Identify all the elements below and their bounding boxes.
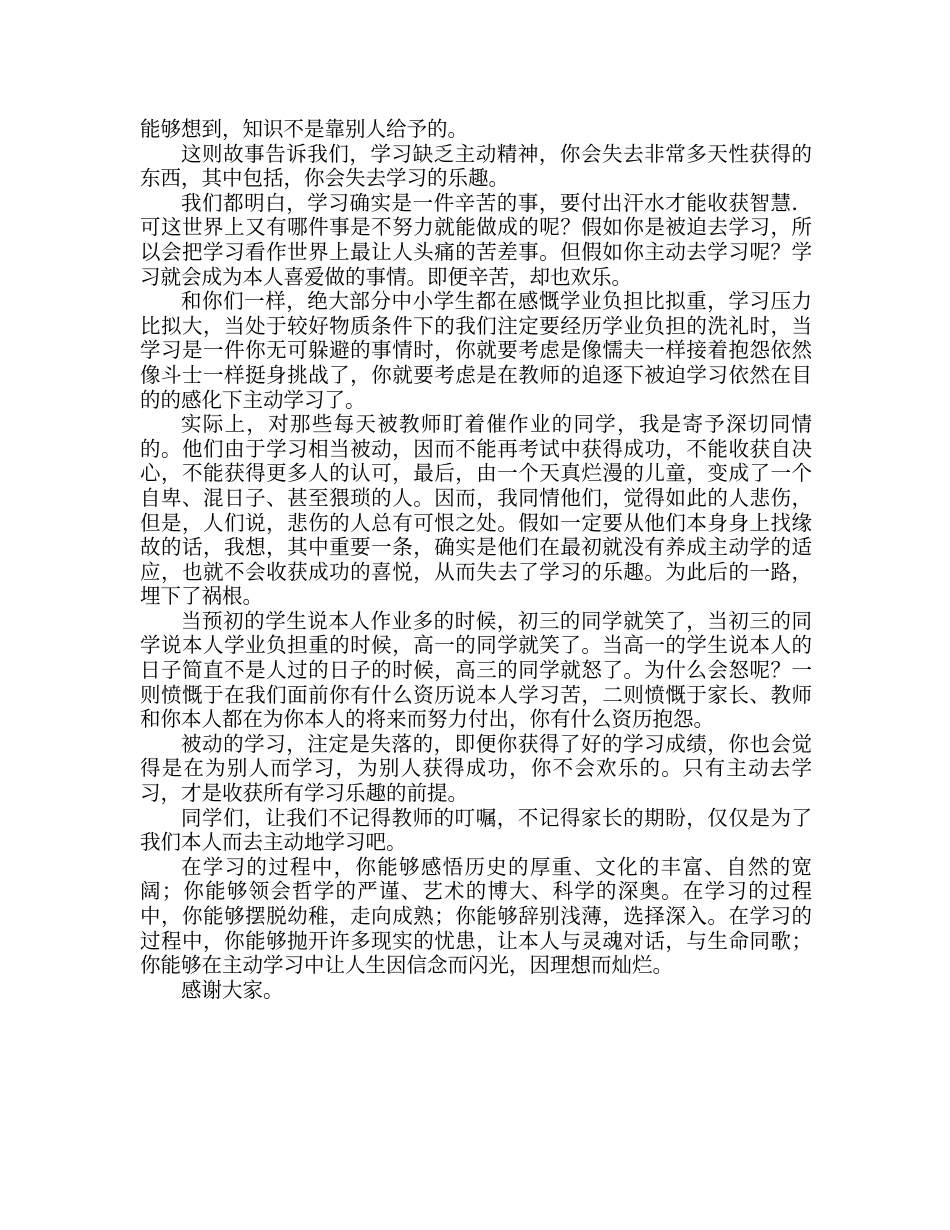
document-body bbox=[140, 117, 812, 1002]
paragraph-3: 我们都明白，学习确实是一件辛苦的事，要付出汗水才能收获智慧．可这世界上又有哪件事是不努力就能做成的呢？假如你是被迫去学习，所以会把学习看作世界上最让人头痛的苦差事。但假如你主动去学习呢？学习就会成为本人喜爱做的事情。即便辛苦，却也欢乐。 bbox=[140, 190, 812, 289]
paragraph-1: 能够想到，知识不是靠别人给予的。 bbox=[140, 117, 468, 141]
paragraph-closing: 感谢大家。 bbox=[181, 977, 284, 1002]
paragraph-8: 同学们，让我们不记得教师的叮嘱，不记得家长的期盼，仅仅是为了我们本人而去主动地学习吧。 bbox=[140, 805, 812, 855]
paragraph-5: 实际上，对那些每天被教师盯着催作业的同学，我是寄予深切同情的。他们由于学习相当被动，因而不能再考试中获得成功，不能收获自决心，不能获得更多人的认可，最后，由一个天真烂漫的儿童，变成了一个自卑、混日子、甚至猥琐的人。因而，我同情他们，觉得如此的人悲伤，但是，人们说，悲伤的人总有可恨之处。假如一定要从他们本身身上找缘故的话，我想，其中重要一条，确实是他们在最初就没有养成主动学的适应，也就不会收获成功的喜悦，从而失去了学习的乐趣。为此后的一路，埋下了祸根。 bbox=[140, 412, 812, 609]
paragraph-4: 和你们一样，绝大部分中小学生都在感慨学业负担比拟重，学习压力比拟大，当处于较好物质条件下的我们注定要经历学业负担的洗礼时，当学习是一件你无可躲避的事情时，你就要考虑是像懦夫一样接着抱怨依然像斗士一样挺身挑战了，你就要考虑是在教师的追逐下被迫学习依然在目的的感化下主动学习了。 bbox=[140, 289, 812, 412]
paragraph-9: 在学习的过程中，你能够感悟历史的厚重、文化的丰富、自然的宽阔；你能够领会哲学的严谨、艺术的博大、科学的深奥。在学习的过程中，你能够摆脱幼稚，走向成熟；你能够辞别浅薄，选择深入。在学习的过程中，你能够抛开许多现实的忧患，让本人与灵魂对话，与生命同歌；你能够在主动学习中让人生因信念而闪光，因理想而灿烂。 bbox=[140, 854, 812, 978]
paragraph-2: 这则故事告诉我们，学习缺乏主动精神，你会失去非常多天性获得的东西，其中包括，你会失去学习的乐趣。 bbox=[140, 141, 812, 191]
paragraph-7: 被动的学习，注定是失落的，即便你获得了好的学习成绩，你也会觉得是在为别人而学习，为别人获得成功，你不会欢乐的。只有主动去学习，才是收获所有学习乐趣的前提。 bbox=[140, 731, 812, 806]
paragraph-6: 当预初的学生说本人作业多的时候，初三的同学就笑了，当初三的同学说本人学业负担重的时候，高一的同学就笑了。当高一的学生说本人的日子简直不是人过的日子的时候，高三的同学就怒了。为什么会怒呢？一则愤慨于在我们面前你有什么资历说本人学习苦，二则愤慨于家长、教师和你本人都在为你本人的将来而努力付出，你有什么资历抱怨。 bbox=[140, 608, 812, 732]
